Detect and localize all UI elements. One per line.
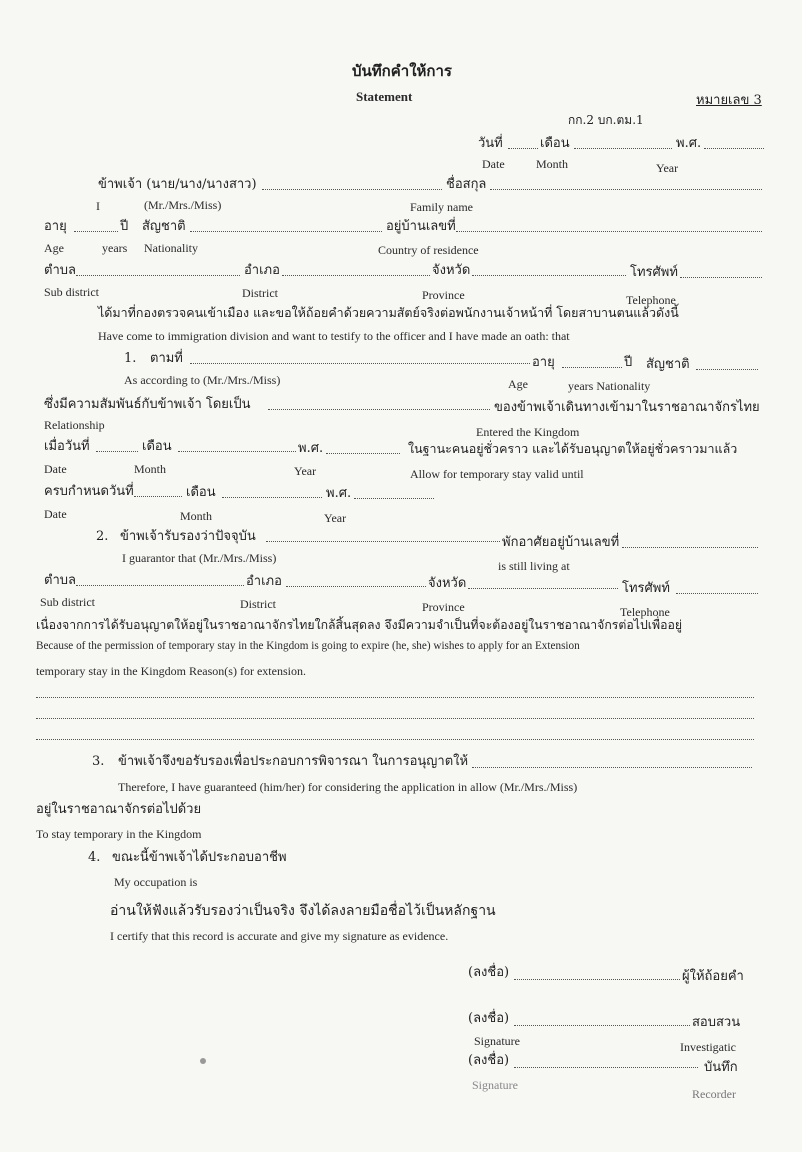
item3-thai: ข้าพเจ้าจึงขอรับรองเพื่อประกอบการพิจารณา ในการอนุญาตให้ <box>118 754 469 769</box>
until-date-label: ครบกำหนดวันที่ <box>44 484 134 499</box>
age-field[interactable] <box>74 231 118 232</box>
item1-nationality-label: สัญชาติ <box>646 357 690 372</box>
item1-years-nat-label-en: years Nationality <box>568 379 651 393</box>
telephone-label-en: Telephone <box>626 293 676 307</box>
subdistrict-label-en: Sub district <box>44 285 100 299</box>
residence-label: อยู่บ้านเลขที่ <box>386 219 456 234</box>
investigator-signature-field[interactable] <box>514 1025 690 1026</box>
item3-name-field[interactable] <box>472 767 752 768</box>
year-field[interactable] <box>704 148 764 149</box>
item1-age-label: อายุ <box>532 355 555 370</box>
item2-number: 2. <box>96 529 109 544</box>
until-day-field[interactable] <box>134 496 182 497</box>
nationality-label-en: Nationality <box>144 241 198 255</box>
item1-name-field[interactable] <box>190 363 530 364</box>
province-label-en: Province <box>422 288 465 302</box>
item2-province-field[interactable] <box>468 588 618 589</box>
scan-speck <box>200 1058 206 1064</box>
age-label-en: Age <box>44 241 64 255</box>
name-field[interactable] <box>262 189 442 190</box>
signature-label-en-2: Signature <box>472 1078 518 1092</box>
province-label: จังหวัด <box>432 263 471 278</box>
item3-stay-english: To stay temporary in the Kingdom <box>36 827 202 841</box>
item2-living-label: พักอาศัยอยู่บ้านเลขที่ <box>502 535 620 550</box>
item1-age-label-en: Age <box>508 377 528 391</box>
years-label-en: years <box>102 241 128 255</box>
day-label: วันที่ <box>478 136 503 151</box>
item2-subdistrict-label-en: Sub district <box>40 595 96 609</box>
item2-subdistrict-label: ตำบล <box>44 573 76 588</box>
reason-english-line1: Because of the permission of temporary stay in the Kingdom is going to expire (he, she) wishes to apply for an Extension <box>36 640 580 652</box>
date-label-en: Date <box>482 157 505 171</box>
item2-guarantee-label: ข้าพเจ้ารับรองว่าปัจจุบัน <box>120 529 256 544</box>
relationship-label: ซึ่งมีความสัมพันธ์กับข้าพเจ้า โดยเป็น <box>44 397 251 412</box>
until-month-label-en: Month <box>180 509 213 523</box>
item4-thai: ขณะนี้ข้าพเจ้าได้ประกอบอาชีพ <box>112 850 287 865</box>
nationality-field[interactable] <box>190 231 382 232</box>
testifier-signature-field[interactable] <box>514 979 680 980</box>
entry-month-field[interactable] <box>178 451 296 452</box>
family-name-label-en: Family name <box>410 200 473 214</box>
entered-label: ของข้าพเจ้าเดินทางเข้ามาในราชอาณาจักรไทย <box>494 400 760 415</box>
nationality-label: สัญชาติ <box>142 219 186 234</box>
item1-years-label: ปี <box>624 355 633 370</box>
reason-thai: เนื่องจากการได้รับอนุญาตให้อยู่ในราชอาณาจักรไทยใกล้สิ้นสุดลง จึงมีความจำเป็นที่จะต้องอยู่ในราชอาณาจักรต่อไปเพื่ออยู่ <box>36 618 683 632</box>
testifier-label: ผู้ให้ถ้อยคำ <box>682 969 744 984</box>
until-month-field[interactable] <box>222 497 322 498</box>
province-field[interactable] <box>472 275 626 276</box>
item2-province-label-en: Province <box>422 600 465 614</box>
item2-subdistrict-field[interactable] <box>76 585 244 586</box>
item2-district-field[interactable] <box>286 586 426 587</box>
item2-district-label-en: District <box>240 597 276 611</box>
item1-number: 1. <box>124 351 137 366</box>
year-label-en: Year <box>656 161 679 175</box>
reason-english-line2: temporary stay in the Kingdom Reason(s) for extension. <box>36 664 306 678</box>
item2-district-label: อำเภอ <box>246 574 282 589</box>
entry-month-label: เดือน <box>142 439 172 454</box>
month-label: เดือน <box>540 136 570 151</box>
reason-line-3[interactable] <box>36 739 754 740</box>
attachment-number: หมายเลข 3 <box>696 93 762 108</box>
signature-label-en-1: Signature <box>474 1034 520 1048</box>
item1-according-label: ตามที่ <box>150 351 183 366</box>
residence-field[interactable] <box>456 231 762 232</box>
reason-line-1[interactable] <box>36 697 754 698</box>
form-code: กก.2 บก.ตม.1 <box>568 113 644 127</box>
telephone-field[interactable] <box>680 277 762 278</box>
item3-number: 3. <box>92 754 105 769</box>
relationship-label-en: Relationship <box>44 418 105 432</box>
oath-english: Have come to immigration division and want to testify to the officer and I have made an oath: that <box>98 329 570 343</box>
item2-address-field[interactable] <box>622 547 758 548</box>
recorder-signature-field[interactable] <box>514 1067 698 1068</box>
entered-label-en: Entered the Kingdom <box>476 425 580 439</box>
entry-year-label-en: Year <box>294 464 317 478</box>
item2-name-field[interactable] <box>266 541 500 542</box>
entry-date-label-en: Date <box>44 462 67 476</box>
i-label-en: I <box>96 199 100 213</box>
day-field[interactable] <box>508 148 538 149</box>
item2-guarantee-label-en: I guarantor that (Mr./Mrs./Miss) <box>122 551 277 565</box>
item3-english: Therefore, I have guaranteed (him/her) for considering the application in allow (Mr./Mrs./Miss) <box>118 780 578 794</box>
age-label: อายุ <box>44 219 67 234</box>
entry-date-label: เมื่อวันที่ <box>44 439 90 454</box>
title-thai: บันทึกคำให้การ <box>352 62 452 80</box>
item1-nationality-field[interactable] <box>696 369 758 370</box>
year-label: พ.ศ. <box>676 136 702 151</box>
until-month-label: เดือน <box>186 485 216 500</box>
until-year-label-en: Year <box>324 511 347 525</box>
subdistrict-field[interactable] <box>76 275 240 276</box>
entry-year-label: พ.ศ. <box>298 441 324 456</box>
item4-english: My occupation is <box>114 875 198 889</box>
sign-label-3: (ลงชื่อ) <box>468 1053 510 1068</box>
month-field[interactable] <box>574 148 672 149</box>
allow-label-en: Allow for temporary stay valid until <box>410 467 584 481</box>
surname-field[interactable] <box>490 189 762 190</box>
item3-stay-thai: อยู่ในราชอาณาจักรต่อไปด้วย <box>36 802 202 817</box>
item2-living-label-en: is still living at <box>498 559 570 573</box>
entry-year-field[interactable] <box>326 453 400 454</box>
district-label: อำเภอ <box>244 263 280 278</box>
relationship-field[interactable] <box>268 409 490 410</box>
reason-line-2[interactable] <box>36 718 754 719</box>
item4-number: 4. <box>88 850 101 865</box>
temporary-stay-label: ในฐานะคนอยู่ชั่วคราว และได้รับอนุญาตให้อยู่ชั่วคราวมาแล้ว <box>408 441 738 456</box>
certify-english: I certify that this record is accurate and give my signature as evidence. <box>110 929 449 943</box>
item1-age-field[interactable] <box>562 367 622 368</box>
investigator-label-en: Investigatic <box>680 1040 736 1054</box>
title-label-en: (Mr./Mrs./Miss) <box>144 198 222 212</box>
sign-label-2: (ลงชื่อ) <box>468 1011 510 1026</box>
title-english: Statement <box>356 89 413 104</box>
until-year-field[interactable] <box>354 498 434 499</box>
entry-month-label-en: Month <box>134 462 167 476</box>
telephone-label: โทรศัพท์ <box>630 265 678 280</box>
district-field[interactable] <box>282 275 430 276</box>
surname-label: ชื่อสกุล <box>446 177 487 192</box>
i-name-label: ข้าพเจ้า (นาย/นาง/นางสาว) <box>98 177 257 192</box>
month-label-en: Month <box>536 157 569 171</box>
until-date-label-en: Date <box>44 507 67 521</box>
years-label: ปี <box>120 219 129 234</box>
item2-telephone-label-en: Telephone <box>620 605 670 619</box>
item2-province-label: จังหวัด <box>428 576 467 591</box>
entry-day-field[interactable] <box>96 451 138 452</box>
certify-thai: อ่านให้ฟังแล้วรับรองว่าเป็นจริง จึงได้ลงลายมือชื่อไว้เป็นหลักฐาน <box>110 903 496 919</box>
oath-thai: ได้มาที่กองตรวจคนเข้าเมือง และขอให้ถ้อยคำด้วยความสัตย์จริงต่อพนักงานเจ้าหน้าที่ โดยสาบานตนแล้วดังนี้ <box>98 305 679 320</box>
investigator-label: สอบสวน <box>692 1015 741 1030</box>
item1-according-label-en: As according to (Mr./Mrs./Miss) <box>124 373 281 387</box>
residence-label-en: Country of residence <box>378 243 479 257</box>
district-label-en: District <box>242 286 278 300</box>
recorder-label: บันทึก <box>704 1060 738 1075</box>
item2-telephone-field[interactable] <box>676 593 758 594</box>
recorder-label-en: Recorder <box>692 1087 736 1101</box>
sign-label-1: (ลงชื่อ) <box>468 965 510 980</box>
item2-telephone-label: โทรศัพท์ <box>622 581 670 596</box>
until-year-label: พ.ศ. <box>326 486 352 501</box>
subdistrict-label: ตำบล <box>44 263 76 278</box>
